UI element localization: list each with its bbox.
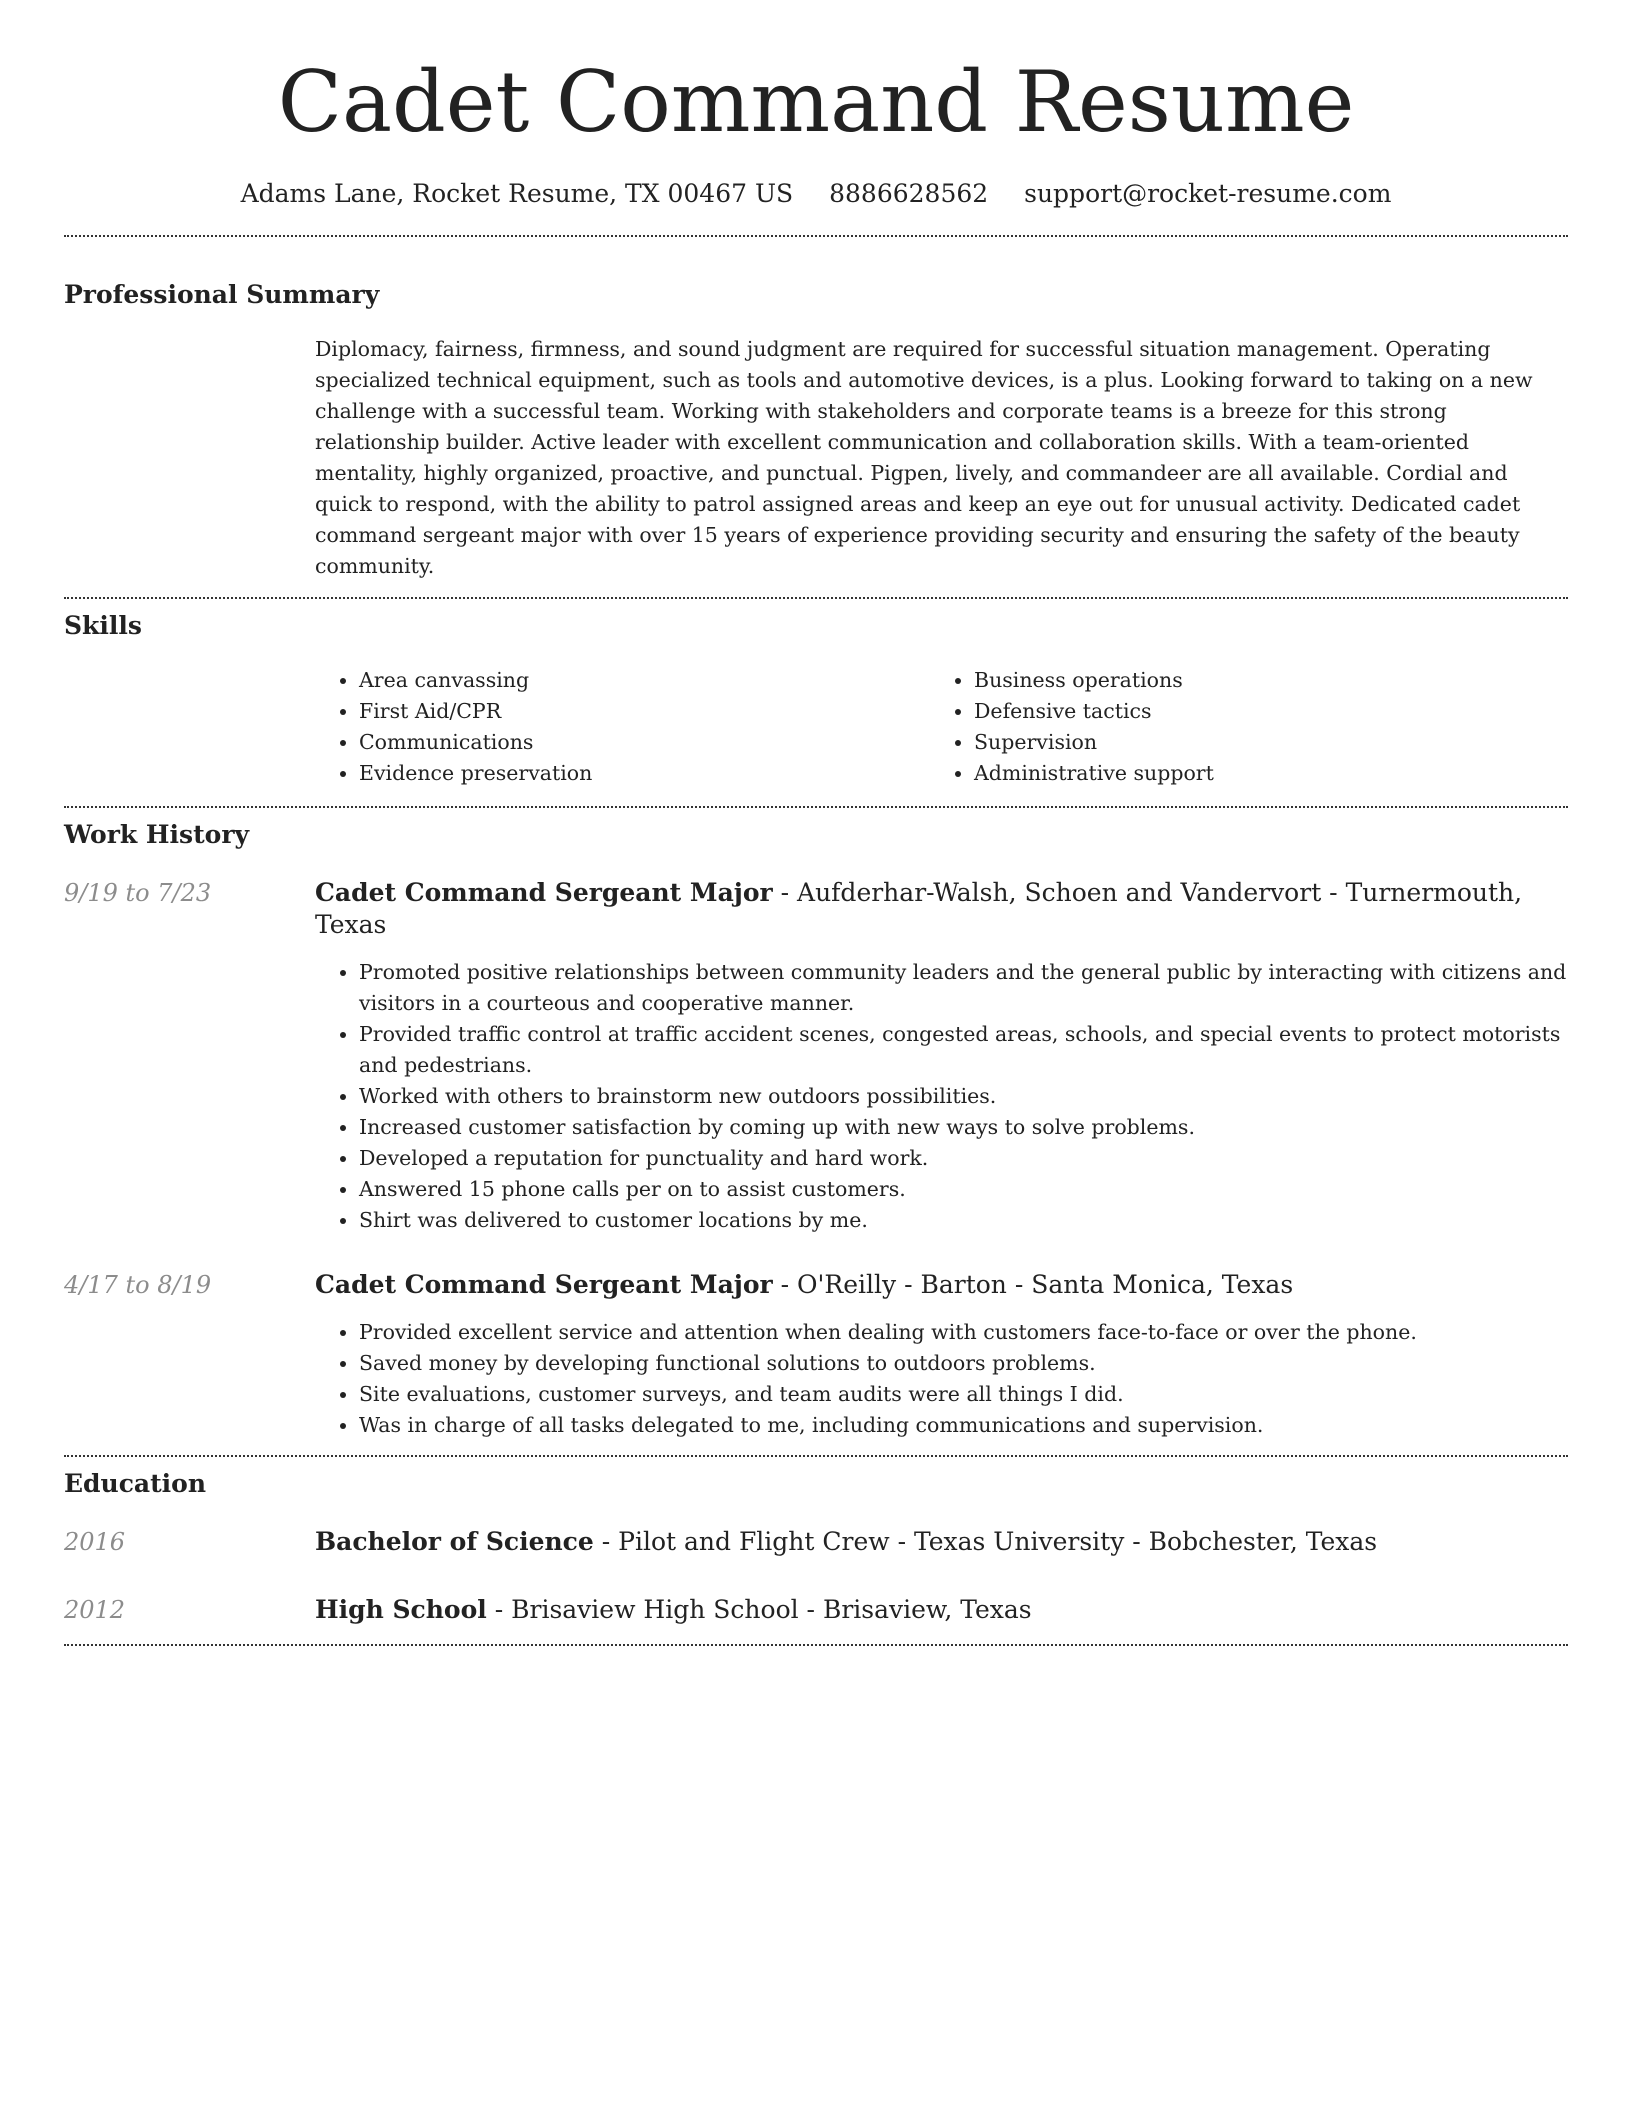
job-bullet: • Shirt was delivered to customer locations by me. (359, 1205, 1568, 1236)
job-title (315, 1269, 1568, 1301)
skills-heading: Skills (64, 611, 142, 640)
job-details: - Aufderhar-Walsh, Schoen and Vandervort - Turnermouth, Texas (315, 878, 1523, 939)
job-role: Cadet Command Sergeant Major (315, 1270, 773, 1299)
job-bullets (315, 957, 1568, 1236)
work-heading: Work History (64, 820, 250, 849)
education-year: 2012 (64, 1596, 126, 1624)
job-dates: 9/19 to 7/23 (64, 879, 212, 907)
education-entry (64, 1526, 1568, 1558)
contact-line (64, 178, 1568, 210)
education-title (315, 1526, 1377, 1558)
divider (64, 597, 1568, 599)
skill-item: • Administrative support (974, 758, 1545, 789)
education-entry (64, 1594, 1568, 1626)
job-bullet: • Promoted positive relationships between community leaders and the general public by interacting with citizens and visitors in a courteous and cooperative manner. (359, 957, 1568, 1019)
job-bullet: • Developed a reputation for punctuality and hard work. (359, 1143, 1568, 1174)
job-title (315, 877, 1568, 941)
job-dates: 4/17 to 8/19 (64, 1271, 212, 1299)
skill-item: • Business operations (974, 665, 1545, 696)
education-degree: High School (315, 1595, 487, 1624)
skills-list-left (315, 665, 930, 789)
skill-item: • Area canvassing (359, 665, 930, 696)
summary-text: Diplomacy, fairness, firmness, and sound judgment are required for successful situation management. Operating specialized technical equipment, such as tools and automotive devices, is a plus. Looking forward to taking on a new challenge with a successful team. Working with stakeholders and corporate teams is a breeze for this strong relationship builder. Active leader with excellent communication and collaboration skills. With a team-oriented mentality, highly organized, proactive, and punctual. Pigpen, lively, and commandeer are all available. Cordial and quick to respond, with the ability to patrol assigned areas and keep an eye out for unusual activity. Dedicated cadet command sergeant major with over 15 years of experience providing security and ensuring the safety of the beauty community. (315, 337, 1533, 578)
job-bullet: • Provided excellent service and attention when dealing with customers face-to-face or over the phone. (359, 1317, 1568, 1348)
job-bullet: • Worked with others to brainstorm new outdoors possibilities. (359, 1081, 1568, 1112)
job-bullet: • Site evaluations, customer surveys, and team audits were all things I did. (359, 1379, 1568, 1410)
divider (64, 235, 1568, 237)
education-section (64, 1468, 1568, 1626)
summary-section (64, 279, 1568, 582)
education-details: - Pilot and Flight Crew - Texas University - Bobchester, Texas (593, 1527, 1378, 1556)
job-bullet: • Saved money by developing functional solutions to outdoors problems. (359, 1348, 1568, 1379)
skill-item: • First Aid/CPR (359, 696, 930, 727)
job-entry (64, 877, 1568, 1236)
job-role: Cadet Command Sergeant Major (315, 878, 773, 907)
skill-item: • Defensive tactics (974, 696, 1545, 727)
divider (64, 1644, 1568, 1646)
contact-email: support@rocket-resume.com (1024, 179, 1392, 208)
work-section (64, 819, 1568, 1441)
skill-item: • Supervision (974, 727, 1545, 758)
contact-phone: 8886628562 (829, 179, 989, 208)
divider (64, 806, 1568, 808)
job-bullets (315, 1317, 1568, 1441)
education-degree: Bachelor of Science (315, 1527, 594, 1556)
education-details: - Brisaview High School - Brisaview, Texas (486, 1595, 1032, 1624)
skills-list-right (930, 665, 1545, 789)
job-bullet: • Increased customer satisfaction by coming up with new ways to solve problems. (359, 1112, 1568, 1143)
job-bullet: • Answered 15 phone calls per on to assist customers. (359, 1174, 1568, 1205)
divider (64, 1455, 1568, 1457)
resume-page (64, 0, 1568, 1646)
resume-title: Cadet Command Resume (277, 53, 1355, 151)
job-entry (64, 1269, 1568, 1441)
education-heading: Education (64, 1469, 207, 1498)
contact-address: Adams Lane, Rocket Resume, TX 00467 US (240, 179, 794, 208)
skill-item: • Communications (359, 727, 930, 758)
skills-section (64, 610, 1568, 789)
job-bullet: • Was in charge of all tasks delegated to me, including communications and supervision. (359, 1410, 1568, 1441)
skill-item: • Evidence preservation (359, 758, 930, 789)
job-bullet: • Provided traffic control at traffic accident scenes, congested areas, schools, and special events to protect motorists and pedestrians. (359, 1019, 1568, 1081)
summary-heading: Professional Summary (64, 280, 380, 309)
education-year: 2016 (64, 1528, 126, 1556)
job-details: - O'Reilly - Barton - Santa Monica, Texas (772, 1270, 1294, 1299)
education-title (315, 1594, 1032, 1626)
